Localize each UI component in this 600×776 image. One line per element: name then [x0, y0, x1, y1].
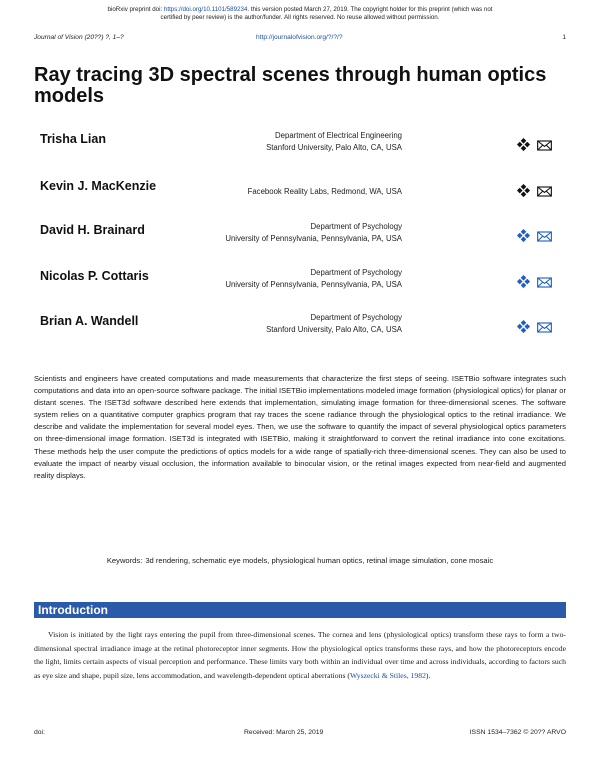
introduction-paragraph [34, 628, 566, 682]
footer-received: Received: March 25, 2019 [244, 729, 324, 736]
keywords-text: 3d rendering, schematic eye models, physiological human optics, retinal image simulation, cone mosaic [145, 556, 494, 565]
author-contact-icons [516, 183, 552, 203]
affiliation-line: University of Pennsylvania, Pennsylvania, PA, USA [225, 234, 402, 243]
author-name: Trisha Lian [40, 132, 106, 146]
email-icon[interactable] [537, 320, 552, 338]
notice-prefix: bioRxiv preprint doi: [107, 6, 164, 13]
doi-link[interactable]: https://doi.org/10.1101/589234 [163, 6, 248, 13]
journal-url-link[interactable]: http://journalofvision.org/?/?/? [256, 34, 343, 41]
affiliation-line: Department of Electrical Engineering [275, 131, 402, 140]
author-affiliation [266, 130, 402, 154]
footer-doi: doi: [34, 729, 45, 736]
homepage-icon[interactable] [516, 228, 531, 248]
author-affiliation [225, 221, 402, 245]
homepage-icon[interactable] [516, 183, 531, 203]
author-contact-icons [516, 137, 552, 157]
affiliation-line: Department of Psychology [310, 313, 402, 322]
email-icon[interactable] [537, 138, 552, 156]
author-affiliation [225, 267, 402, 291]
keywords [0, 556, 600, 565]
author-name: David H. Brainard [40, 223, 145, 237]
author-affiliation [266, 312, 402, 336]
author-name: Nicolas P. Cottaris [40, 268, 149, 283]
author-row [34, 128, 566, 174]
page-footer [34, 729, 566, 739]
author-row [34, 174, 566, 220]
email-icon[interactable] [537, 229, 552, 247]
citation-link[interactable]: Wyszecki & Stiles, 1982 [349, 670, 426, 680]
homepage-icon[interactable] [516, 137, 531, 157]
author-contact-icons [516, 228, 552, 248]
introduction-body: Vision is initiated by the light rays entering the pupil from three-dimensional scenes. The cornea and lens (physiological optics) transform these rays to form a two-dimensional spectral irradiance image at the retinal photoreceptor inner segments. How the physiological optics transforms these rays, and how the photoreceptors encode the light, limits certain aspects of visual perception and performance. These limits vary both within an individual over time and across individuals, according to factors such as eye size and shape, pupil size, lens accommodation, and wavelength-dependent optical aberrations ( [34, 630, 566, 680]
email-icon[interactable] [537, 275, 552, 293]
affiliation-line: Department of Psychology [310, 267, 402, 277]
email-icon[interactable] [537, 184, 552, 202]
author-name: Brian A. Wandell [40, 314, 139, 328]
affiliation-line: University of Pennsylvania, Pennsylvania, PA, USA [225, 279, 402, 289]
affiliation-line: Department of Psychology [310, 222, 402, 231]
author-contact-icons [516, 319, 552, 339]
preprint-notice [40, 6, 560, 22]
footer-issn: ISSN 1534–7362 © 20?? ARVO [469, 729, 566, 736]
author-row [34, 219, 566, 265]
author-affiliation [248, 186, 402, 198]
author-name: Kevin J. MacKenzie [40, 178, 157, 193]
abstract: Scientists and engineers have created computations and made measurements that characterize the first steps of seeing. ISETBio software integrates such computations and data into an open-source software package. The initial ISETBio implementations modeled image formation (physiological optics) for planar or distant scenes. The ISET3d software described here extends that implementation, simulating image formation for three-dimensional scenes. The software system relies on a quantitative computer graphics program that ray traces the scene radiance through the physiological optics to the retinal irradiance. We describe and validate the implementation for several model eyes. Then, we use the software to quantify the impact of several physiological optics parameters on three-dimensional image formation. ISET3d is integrated with ISETBio, making it straightforward to convert the retinal irradiance into cone excitations. These methods help the user compute the predictions of optics models for a wide range of spatially-rich three-dimensional scenes. They can also be used to evaluate the impact of nearby visual occlusion, the information available to binocular vision, or the retinal images expected from near-field and augmented reality displays. [34, 374, 566, 480]
section-heading-introduction: Introduction [34, 602, 566, 618]
page-number: 1 [562, 34, 566, 41]
running-header [34, 34, 566, 44]
homepage-icon[interactable] [516, 274, 531, 294]
homepage-icon[interactable] [516, 319, 531, 339]
author-list [34, 128, 566, 356]
notice-line1-suffix: . this version posted March 27, 2019. The copyright holder for this preprint (which was not [247, 6, 493, 13]
affiliation-line: Facebook Reality Labs, Redmond, WA, USA [247, 186, 402, 196]
affiliation-line: Stanford University, Palo Alto, CA, USA [266, 325, 402, 334]
paper-title: Ray tracing 3D spectral scenes through human optics models [34, 64, 547, 107]
journal-citation: Journal of Vision (20??) ?, 1–? [34, 34, 124, 41]
author-contact-icons [516, 274, 552, 294]
preprint-notice-line-2: certified by peer review) is the author/funder. All rights reserved. No reuse allowed without permission. [160, 14, 440, 21]
affiliation-line: Stanford University, Palo Alto, CA, USA [266, 143, 402, 152]
preprint-notice-line-1 [40, 6, 560, 14]
author-row [34, 265, 566, 311]
introduction-body-end: ). [425, 670, 431, 680]
author-row [34, 310, 566, 356]
keywords-label: Keywords: [106, 556, 143, 565]
